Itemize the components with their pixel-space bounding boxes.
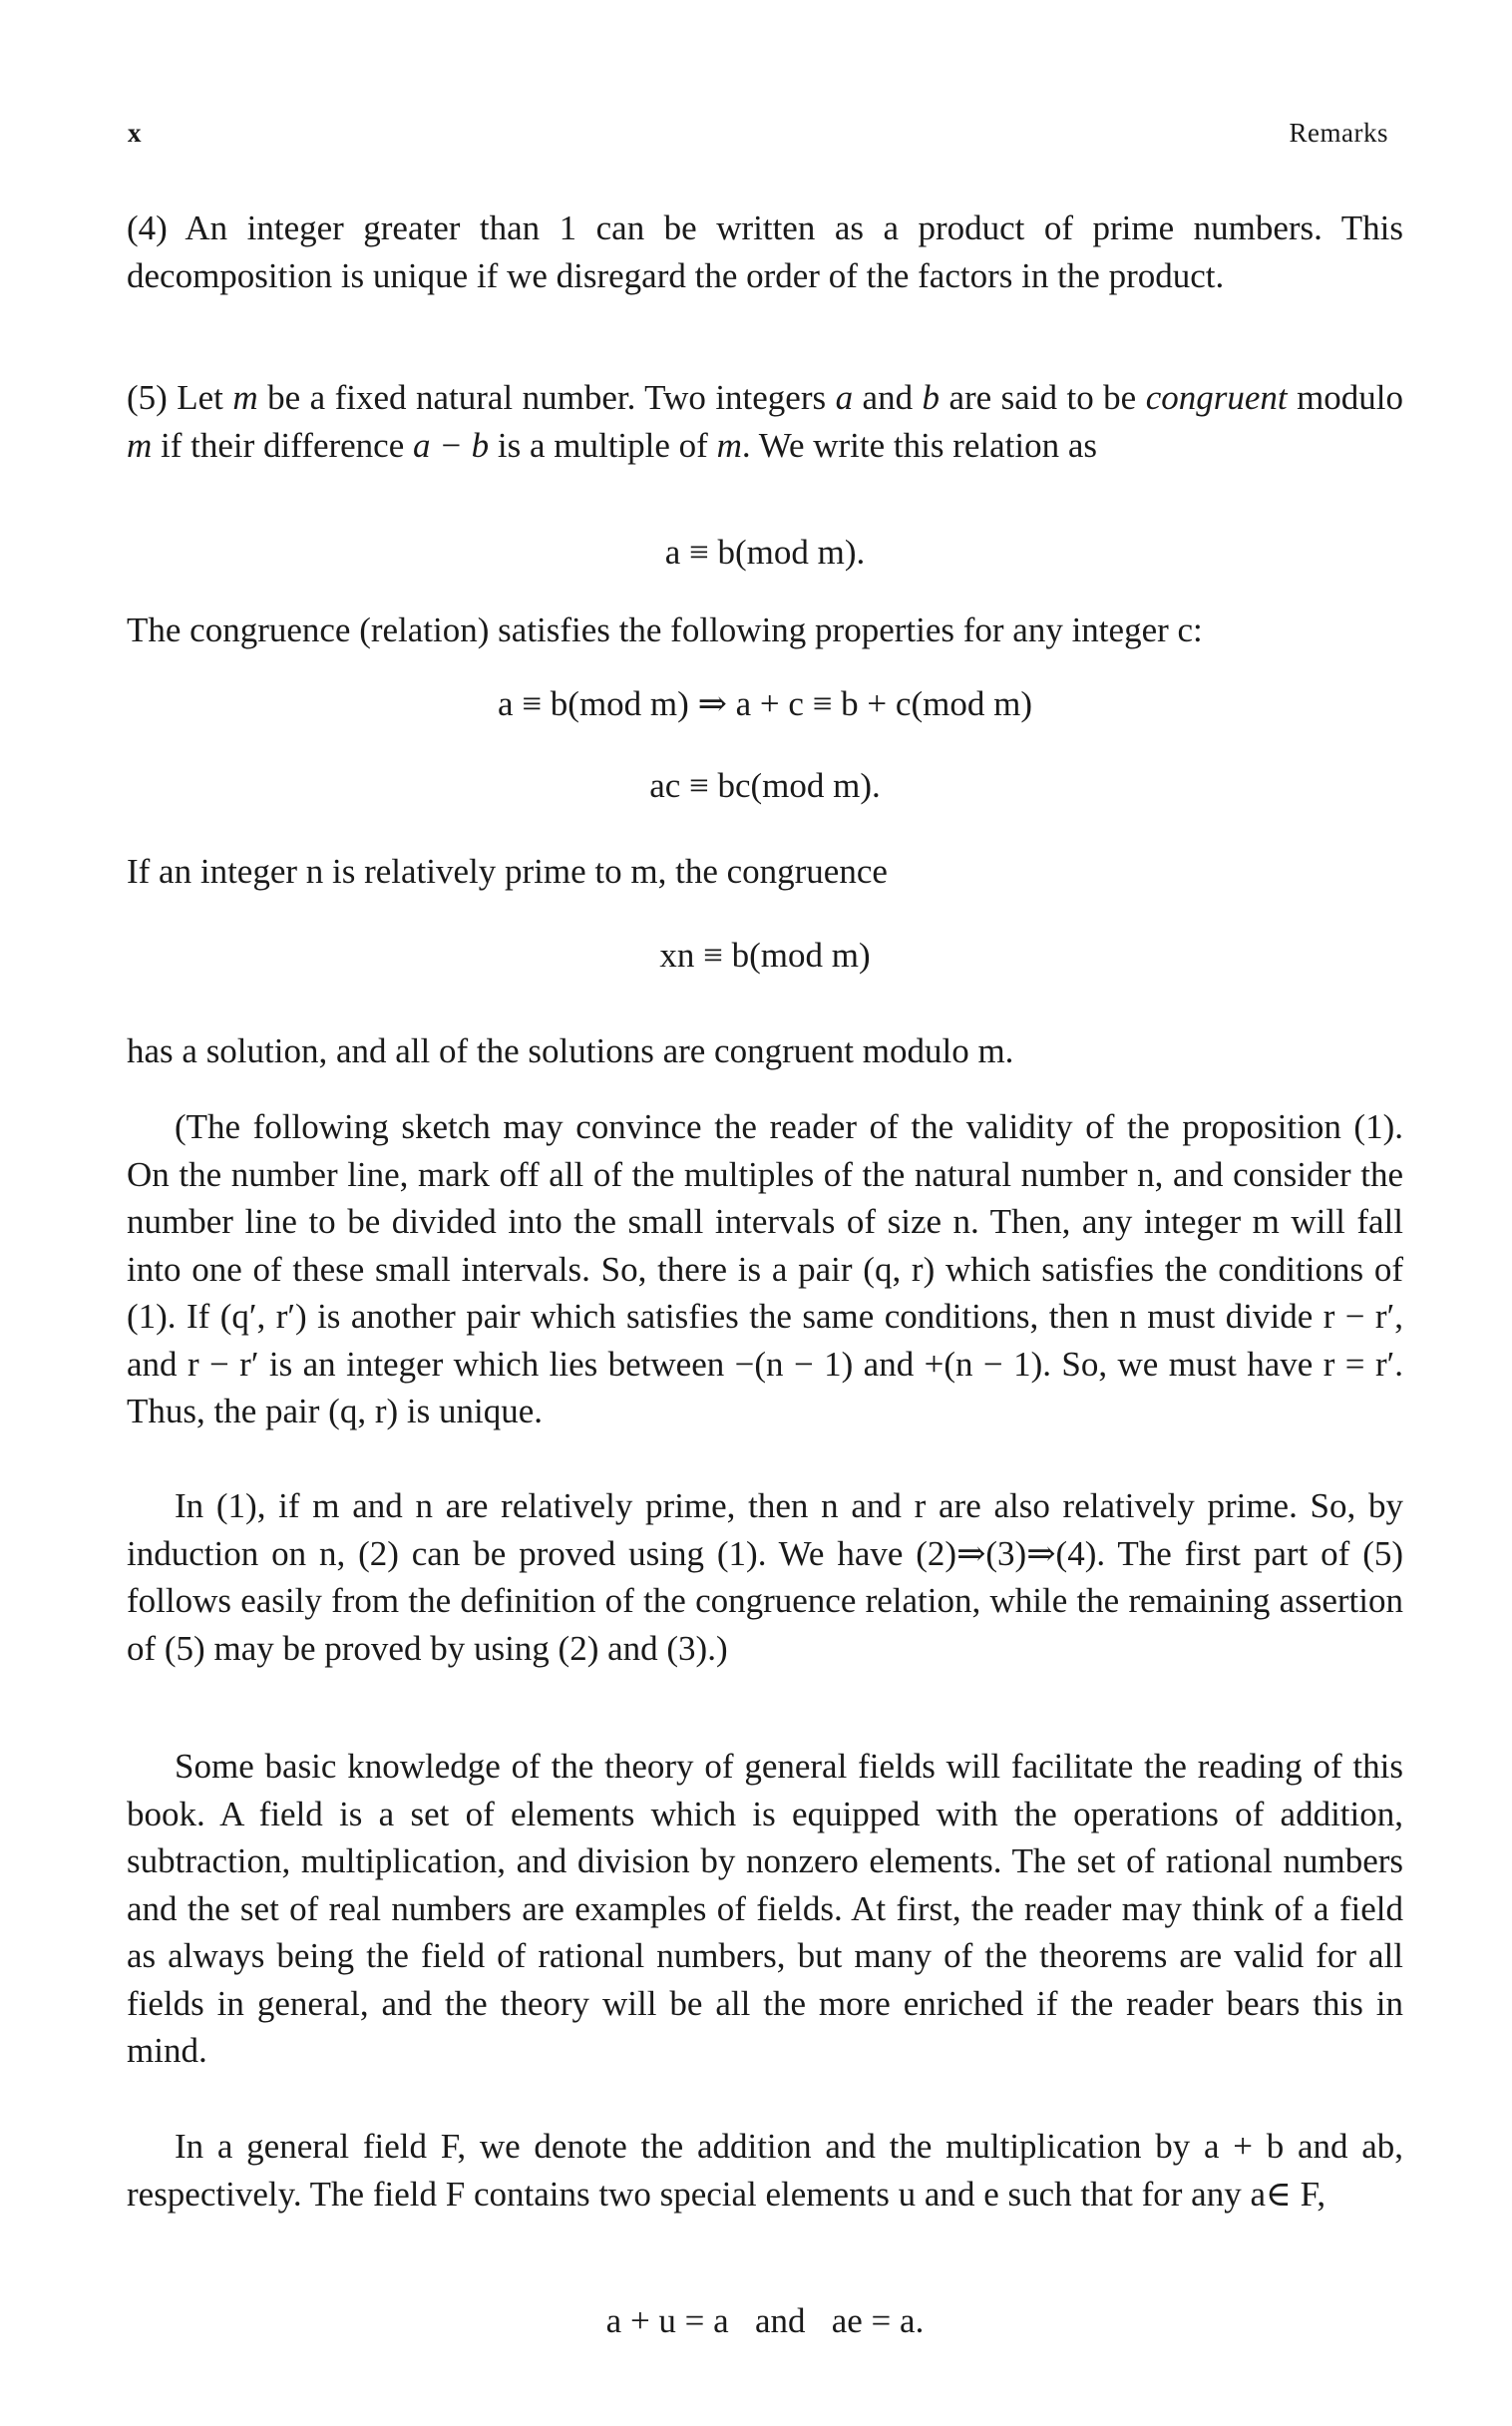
relatively-prime-text: If an integer n is relatively prime to m, the congruence bbox=[127, 852, 888, 891]
item-4-paragraph: (4) An integer greater than 1 can be written as a product of prime numbers. This decomposition is unique if we disregard the order of the factors in the product. bbox=[127, 208, 1403, 295]
running-title: Remarks bbox=[1289, 118, 1388, 148]
congruence-properties-text: The congruence (relation) satisfies the following properties for any integer c: bbox=[127, 610, 1203, 649]
general-field-paragraph: In a general field F, we denote the addition and the multiplication by a + b and ab, respectively. The field F contains two special elements u and e such that for any a∈ F, bbox=[127, 2127, 1403, 2214]
equation-addition-property: a ≡ b(mod m) ⇒ a + c ≡ b + c(mod m) bbox=[498, 684, 1032, 723]
sketch-paragraph-1: (The following sketch may convince the reader of the validity of the proposition (1). On the number line, mark off all of the multiples of the natural number n, and consider the number line to be divided into the small intervals of size n. Then, any integer m will fall into one of these small intervals. So, there is a pair (q, r) which satisfies the conditions of (1). If (q′, r′) is another pair which satisfies the same conditions, then n must divide r − r′, and r − r′ is an integer which lies between −(n − 1) and +(n − 1). So, we must have r = r′. Thus, the pair (q, r) is unique. bbox=[127, 1107, 1403, 1430]
item-5-paragraph: (5) Let m be a fixed natural number. Two integers a and b are said to be congruent modulo m if their difference a − b is a multiple of m. We write this relation as bbox=[127, 378, 1404, 465]
equation-identities: a + u = a and ae = a. bbox=[605, 2301, 925, 2340]
page-number: x bbox=[128, 118, 142, 148]
equation-congruence: a ≡ b(mod m). bbox=[664, 533, 866, 572]
equation-multiplication-property: ac ≡ bc(mod m). bbox=[649, 766, 881, 805]
fields-intro-paragraph: Some basic knowledge of the theory of general fields will facilitate the reading of this book. A field is a set of elements which is equipped with the operations of addition, subtraction, multiplication, and division by nonzero elements. The set of rational numbers and the set of real numbers are examples of fields. At first, the reader may think of a field as always being the field of rational numbers, but many of the theorems are valid for all fields in general, and the theory will be all the more enriched if the reader bears this in mind. bbox=[127, 1747, 1403, 2070]
equation-linear-congruence: xn ≡ b(mod m) bbox=[659, 936, 871, 975]
sketch-paragraph-2: In (1), if m and n are relatively prime, then n and r are also relatively prime. So, by induction on n, (2) can be proved using (1). We have (2)⇒(3)⇒(4). The first part of (5) follows easily from the definition of the congruence relation, while the remaining assertion of (5) may be proved by using (2) and (3).) bbox=[127, 1486, 1403, 1668]
has-solution-text: has a solution, and all of the solutions are congruent modulo m. bbox=[127, 1031, 1014, 1070]
